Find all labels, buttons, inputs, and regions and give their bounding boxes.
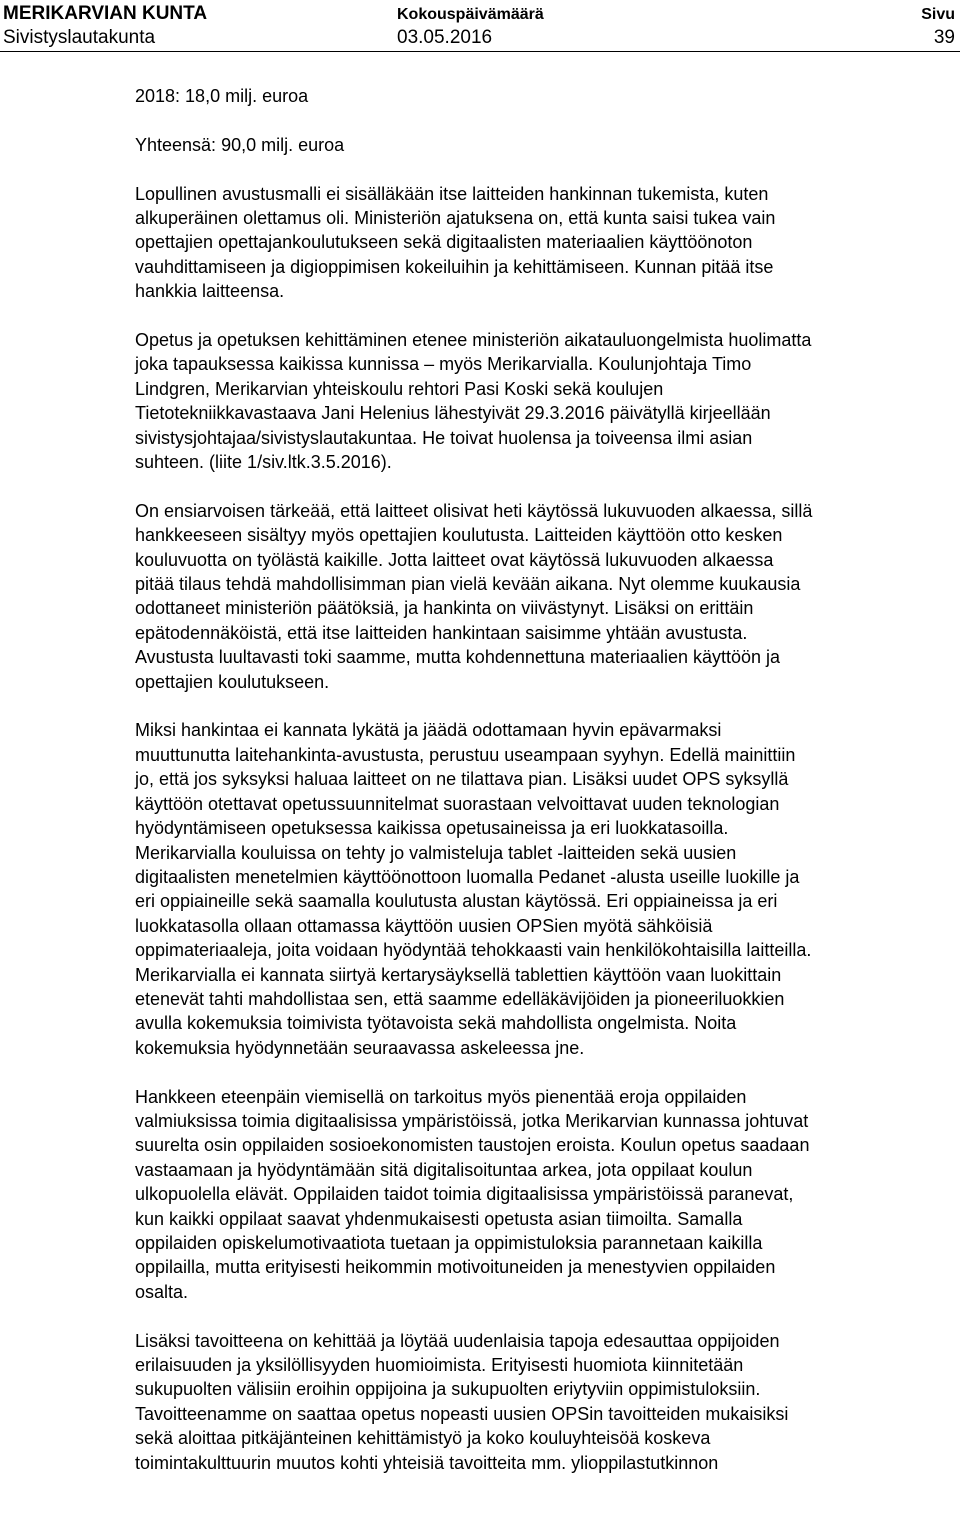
paragraph-device-timing: On ensiarvoisen tärkeää, että laitteet olisivat heti käytössä lukuvuoden alkaessa, sillä hankkeeseen sisältyy myös opettajien koulutusta. Laitteiden käyttöön otto kesken kouluvuotta on työlästä kaikille. Jotta laitteet ovat käytössä lukuvuoden alkaessa pitää tilaus tehdä mahdollisimman pian vielä kevään aikana. Nyt olemme kuukausia odottaneet ministeriön päätöksiä, ja hankinta on viivästynyt. Lisäksi on erittäin epätodennäköistä, että itse laitteiden hankintaan saisimme yhtään avustusta. Avustusta luultavasti toki saamme, mutta kohdennettuna materiaalien käyttöön ja opettajien koulutukseen.	[135, 500, 813, 692]
paragraph-funding-model: Lopullinen avustusmalli ei sisälläkään itse laitteiden hankinnan tukemista, kuten alkuperäinen olettamus oli. Ministeriön ajatuksena on, että kunta saisi tukea vain opettajien opettajankoulutukseen sekä digitaalisten materiaalien käyttöönoton vauhdittamiseen ja digioppimisen kokeiluihin ja kehittämiseen. Kunnan pitää itse hankkia laitteensa.	[135, 183, 776, 302]
page-number: 39	[933, 27, 955, 48]
meeting-date: 03.05.2016	[397, 27, 493, 48]
page-label: Sivu	[921, 6, 955, 23]
header-divider	[0, 51, 960, 52]
meeting-date-label: Kokouspäivämäärä	[397, 6, 544, 23]
paragraph-teaching-development: Opetus ja opetuksen kehittäminen etenee ministeriön aikatauluongelmista huolimatta joka tapauksessa kaikissa kunnissa – myös Merikarvialla. Koulunjohtaja Timo Lindgren, Merikarvian yhteiskoulu rehtori Pasi Koski sekä koulujen Tietotekniikkavastaava Jani Helenius lähestyivät 29.3.2016 päivätyllä kirjeellään sivistysjohtajaa/sivistyslautakuntaa. He toivat huolensa ja toiveensa ilmi asian suhteen. (liite 1/siv.ltk.3.5.2016).	[135, 330, 812, 473]
document-body	[135, 84, 935, 1475]
page-header	[0, 0, 960, 52]
paragraph-2018-amount: 2018: 18,0 milj. euroa	[135, 86, 309, 106]
paragraph-total-amount: Yhteensä: 90,0 milj. euroa	[135, 134, 345, 155]
paragraph-equality: Hankkeen eteenpäin viemisellä on tarkoitus myös pienentää eroja oppilaiden valmiuksissa toimia digitaalisissa ympäristöissä, jotka Merikarvian kunnassa johtuvat suurelta osin oppilaiden sosioekonomisten taustojen eroista. Koulun opetus saadaan vastaamaan ja hyödyntämään sitä digitalisoituntaa arkea, jota oppilaat koulun ulkopuolella elävät. Oppilaiden taidot toimia digitaalisissa ympäristöissä paranevat, kun kaikki oppilaat saavat yhdenmukaisesti opetusta asian tiimoilta. Samalla oppilaiden opiskelumotivaatiota tuetaan ja oppimistuloksia parannetaan kaikilla oppilailla, mutta erityisesti heikommin motivoituneiden ja menestyvien oppilaiden osalta.	[135, 1086, 810, 1302]
department-name: Sivistyslautakunta	[3, 27, 156, 48]
paragraph-reasons: Miksi hankintaa ei kannata lykätä ja jäädä odottamaan hyvin epävarmaksi muuttunutta laitehankinta-avustusta, perustuu useampaan syyhyn. Edellä mainittiin jo, että jos syksyksi haluaa laitteet on ne tilattava pian. Lisäksi uudet OPS syksyllä käyttöön otettavat opetussuunnitelmat suorastaan velvoittavat uuden teknologian hyödyntämiseen opetuksessa kaikissa opetusaineissa ja eri luokkatasoilla. Merikarvialla kouluissa on tehty jo valmisteluja tablet -laitteiden sekä uusien digitaalisten menetelmien käyttöönottoon luomalla Pedanet -alusta useille luokille ja eri oppiaineille sekä saamalla koulutusta alustan käytössä. Eri oppiaineissa ja eri luokkatasolla ollaan ottamassa käyttöön uusien OPSien myötä sähköisiä oppimateriaaleja, joita voidaan hyödyntää tehokkaasti vain henkilökohtaisilla laitteilla. Merikarvialla ei kannata siirtyä kertarysäyksellä tablettien käyttöön vaan luokittain etenevät tahti mahdollistaa sen, että saamme edelläkävijöiden ja pioneeriluokkien avulla kokemuksia toimivista työtavoista sekä mahdollista ongelmista. Noita kokemuksia hyödynnetään seuraavassa askeleessa jne.	[135, 720, 812, 1058]
organization-name: MERIKARVIAN KUNTA	[3, 3, 208, 24]
paragraph-goals: Lisäksi tavoitteena on kehittää ja löytää uudenlaisia tapoja edesauttaa oppijoiden erilaisuuden ja yksilöllisyyden huomioimista. Erityisesti huomiota kiinnitetään sukupuolten välisiin eroihin oppijoina ja sukupuolten eriytyviin oppimistuloksiin. Tavoitteenamme on saattaa opetus nopeasti uusien OPSin tavoitteiden mukaisiksi sekä aloittaa pitkäjänteinen kehittämistyö ja koko kouluyhteisöä koskeva toimintakulttuurin muutos kohti yhteisiä tavoitteita mm. ylioppilastutkinnon	[135, 1330, 789, 1473]
